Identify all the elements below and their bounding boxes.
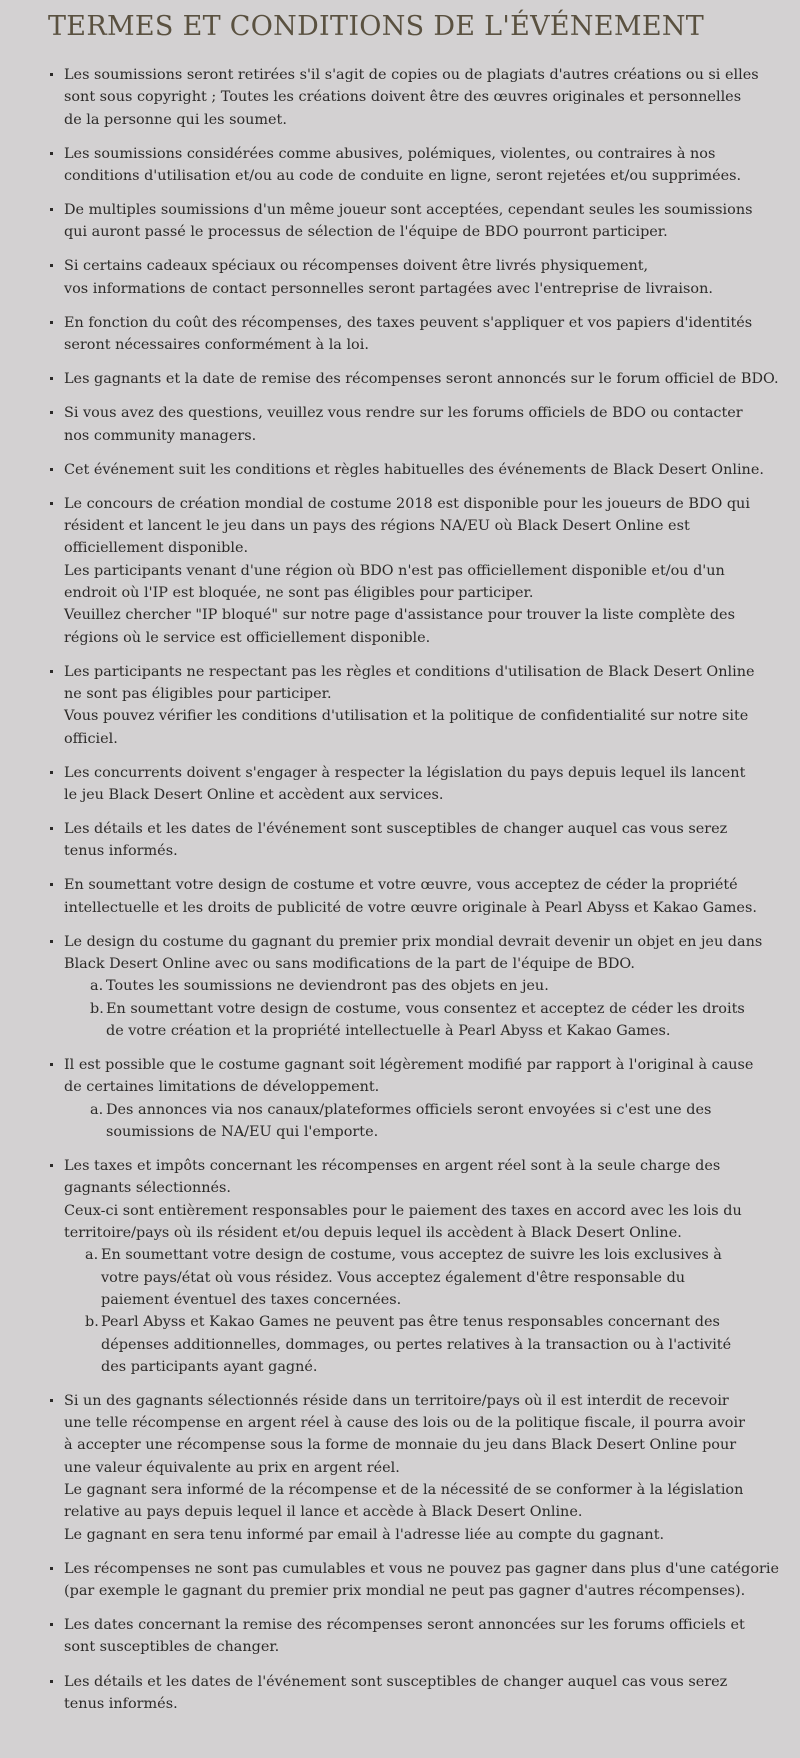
- term-text-line: nos community managers.: [64, 427, 257, 444]
- term-item: [48, 1054, 780, 1143]
- term-item: [48, 818, 780, 863]
- sub-list: [64, 1099, 780, 1144]
- sub-item-text-line: En soumettant votre design de costume, vous acceptez de suivre les lois exclusives à: [101, 1247, 722, 1264]
- sub-item-text-line: En soumettant votre design de costume, vous consentez et acceptez de céder les droits: [106, 1000, 745, 1017]
- term-item: [48, 1155, 780, 1378]
- sub-item-text-line: de votre création et la propriété intellectuelle à Pearl Abyss et Kakao Games.: [106, 1023, 671, 1040]
- term-item: [48, 493, 780, 649]
- term-text-line: Vous pouvez vérifier les conditions d'utilisation et la politique de confidentialité sur notre site: [64, 708, 749, 725]
- sub-item-text-line: soumissions de NA/EU qui l'emporte.: [106, 1124, 379, 1141]
- term-text-line: (par exemple le gagnant du premier prix mondial ne peut pas gagner d'autres récompenses).: [64, 1583, 746, 1600]
- sub-item: [64, 1311, 780, 1378]
- page-title: TERMES ET CONDITIONS DE L'ÉVÉNEMENT: [48, 11, 705, 42]
- term-text-line: officiel.: [64, 730, 118, 747]
- term-text-line: Les gagnants et la date de remise des récompenses seront annoncés sur le forum officiel de BDO.: [64, 371, 779, 388]
- sub-list: [64, 975, 780, 1042]
- term-text-line: Les soumissions considérées comme abusives, polémiques, violentes, ou contraires à nos: [64, 145, 716, 162]
- sub-item-text-line: paiement éventuel des taxes concernées.: [101, 1291, 402, 1308]
- term-text-line: ne sont pas éligibles pour participer.: [64, 686, 332, 702]
- term-item: [48, 1390, 780, 1546]
- term-text-line: Le gagnant sera informé de la récompense et de la nécessité de se conformer à la législation: [64, 1482, 744, 1499]
- term-item: [48, 874, 780, 919]
- term-text-line: résident et lancent le jeu dans un pays des régions NA/EU où Black Desert Online est: [64, 518, 690, 535]
- term-item: [48, 255, 780, 300]
- term-text-line: de certaines limitations de développement.: [64, 1079, 380, 1096]
- term-item: [48, 459, 780, 481]
- term-item: [48, 199, 780, 244]
- term-text-line: Les taxes et impôts concernant les récompenses en argent réel sont à la seule charge des: [64, 1158, 721, 1175]
- term-text-line: officiellement disponible.: [64, 540, 249, 557]
- sub-item-text-line: Pearl Abyss et Kakao Games ne peuvent pas être tenus responsables concernant des: [101, 1314, 720, 1331]
- term-text-line: le jeu Black Desert Online et accèdent aux services.: [64, 786, 444, 803]
- term-text-line: à accepter une récompense sous la forme de monnaie du jeu dans Black Desert Online pour: [64, 1437, 737, 1454]
- term-text-line: Les concurrents doivent s'engager à respecter la législation du pays depuis lequel ils lancent: [64, 764, 746, 781]
- terms-list: [48, 64, 780, 1715]
- term-text-line: relative au pays depuis lequel il lance et accède à Black Desert Online.: [64, 1504, 583, 1521]
- sub-item-marker: b.: [85, 1314, 99, 1331]
- term-text-line: Si un des gagnants sélectionnés réside dans un territoire/pays où il est interdit de recevoir: [64, 1392, 729, 1409]
- term-text-line: sont susceptibles de changer.: [64, 1639, 280, 1656]
- term-text-line: Si vous avez des questions, veuillez vous rendre sur les forums officiels de BDO ou contacter: [64, 405, 743, 422]
- term-text-line: Les détails et les dates de l'événement sont susceptibles de changer auquel cas vous serez: [64, 821, 728, 838]
- term-text-line: Le gagnant en sera tenu informé par email à l'adresse liée au compte du gagnant.: [64, 1526, 665, 1543]
- term-text-line: Ceux-ci sont entièrement responsables pour le paiement des taxes en accord avec les lois du: [64, 1202, 742, 1219]
- sub-item-text-line: des participants ayant gagné.: [101, 1358, 318, 1375]
- term-item: [48, 368, 780, 390]
- term-item: [48, 1614, 780, 1659]
- term-text-line: Cet événement suit les conditions et règles habituelles des événements de Black Desert Online.: [64, 461, 764, 478]
- term-text-line: En soumettant votre design de costume et votre œuvre, vous acceptez de céder la propriété: [64, 877, 738, 894]
- term-text-line: de la personne qui les soumet.: [64, 111, 287, 128]
- term-text-line: endroit où l'IP est bloquée, ne sont pas éligibles pour participer.: [64, 585, 534, 602]
- term-item: [48, 312, 780, 357]
- sub-item: [64, 1099, 780, 1144]
- term-item: [48, 1558, 780, 1603]
- term-text-line: qui auront passé le processus de sélection de l'équipe de BDO pourront participer.: [64, 224, 668, 241]
- term-text-line: une telle récompense en argent réel à cause des lois ou de la politique fiscale, il pourra avoir: [64, 1415, 745, 1432]
- sub-item-marker: b.: [90, 1000, 104, 1017]
- sub-item: [64, 998, 780, 1043]
- term-item: [48, 1671, 780, 1716]
- term-text-line: territoire/pays où ils résident et/ou depuis lequel ils accèdent à Black Desert Online.: [64, 1225, 682, 1242]
- term-item: [48, 143, 780, 188]
- term-text-line: vos informations de contact personnelles seront partagées avec l'entreprise de livraison.: [64, 280, 713, 297]
- term-text-line: En fonction du coût des récompenses, des taxes peuvent s'appliquer et vos papiers d'identités: [64, 314, 753, 331]
- sub-item: [64, 975, 780, 997]
- term-item: [48, 64, 780, 131]
- term-text-line: Veuillez chercher "IP bloqué" sur notre page d'assistance pour trouver la liste complète des: [64, 607, 735, 624]
- term-text-line: gagnants sélectionnés.: [64, 1180, 232, 1197]
- term-text-line: tenus informés.: [64, 843, 178, 860]
- sub-item: [64, 1244, 780, 1311]
- term-text-line: sont sous copyright ; Toutes les créations doivent être des œuvres originales et personnelles: [64, 89, 742, 106]
- term-text-line: tenus informés.: [64, 1695, 178, 1712]
- sub-item-marker: a.: [90, 978, 104, 995]
- term-text-line: Les participants ne respectant pas les règles et conditions d'utilisation de Black Desert Online: [64, 663, 755, 680]
- sub-item-text-line: Toutes les soumissions ne deviendront pas des objets en jeu.: [106, 978, 549, 995]
- term-text-line: intellectuelle et les droits de publicité de votre œuvre originale à Pearl Abyss et Kakao Games.: [64, 899, 757, 916]
- term-text-line: Le concours de création mondial de costume 2018 est disponible pour les joueurs de BDO qui: [64, 495, 750, 512]
- term-text-line: régions où le service est officiellement disponible.: [64, 629, 431, 646]
- term-text-line: Les participants venant d'une région où BDO n'est pas officiellement disponible et/ou d'un: [64, 562, 725, 579]
- term-text-line: Il est possible que le costume gagnant soit légèrement modifié par rapport à l'original à cause: [64, 1057, 754, 1074]
- term-text-line: Les dates concernant la remise des récompenses seront annoncées sur les forums officiels et: [64, 1617, 745, 1634]
- term-text-line: Si certains cadeaux spéciaux ou récompenses doivent être livrés physiquement,: [64, 258, 649, 275]
- sub-list: [64, 1244, 780, 1378]
- term-text-line: Les détails et les dates de l'événement sont susceptibles de changer auquel cas vous serez: [64, 1673, 728, 1690]
- term-text-line: Black Desert Online avec ou sans modifications de la part de l'équipe de BDO.: [64, 956, 635, 973]
- sub-item-marker: a.: [85, 1247, 99, 1264]
- term-item: [48, 762, 780, 807]
- term-text-line: Les récompenses ne sont pas cumulables et vous ne pouvez pas gagner dans plus d'une catégorie: [64, 1560, 780, 1577]
- term-text-line: Le design du costume du gagnant du premier prix mondial devrait devenir un objet en jeu dans: [64, 933, 763, 950]
- term-text-line: conditions d'utilisation et/ou au code de conduite en ligne, seront rejetées et/ou supprimées.: [64, 167, 742, 184]
- term-text-line: seront nécessaires conformément à la loi.: [64, 337, 369, 354]
- term-item: [48, 402, 780, 447]
- term-item: [48, 931, 780, 1042]
- term-text-line: une valeur équivalente au prix en argent réel.: [64, 1459, 400, 1476]
- sub-item-text-line: Des annonces via nos canaux/plateformes officiels seront envoyées si c'est une des: [106, 1101, 712, 1118]
- term-text-line: Les soumissions seront retirées s'il s'agit de copies ou de plagiats d'autres créations ou si elles: [64, 67, 759, 83]
- term-item: [48, 661, 780, 750]
- term-text-line: De multiples soumissions d'un même joueur sont acceptées, cependant seules les soumissions: [64, 202, 753, 219]
- sub-item-text-line: dépenses additionnelles, dommages, ou pertes relatives à la transaction ou à l'activité: [101, 1336, 732, 1353]
- sub-item-marker: a.: [90, 1101, 104, 1118]
- sub-item-text-line: votre pays/état où vous résidez. Vous acceptez également d'être responsable du: [101, 1269, 686, 1286]
